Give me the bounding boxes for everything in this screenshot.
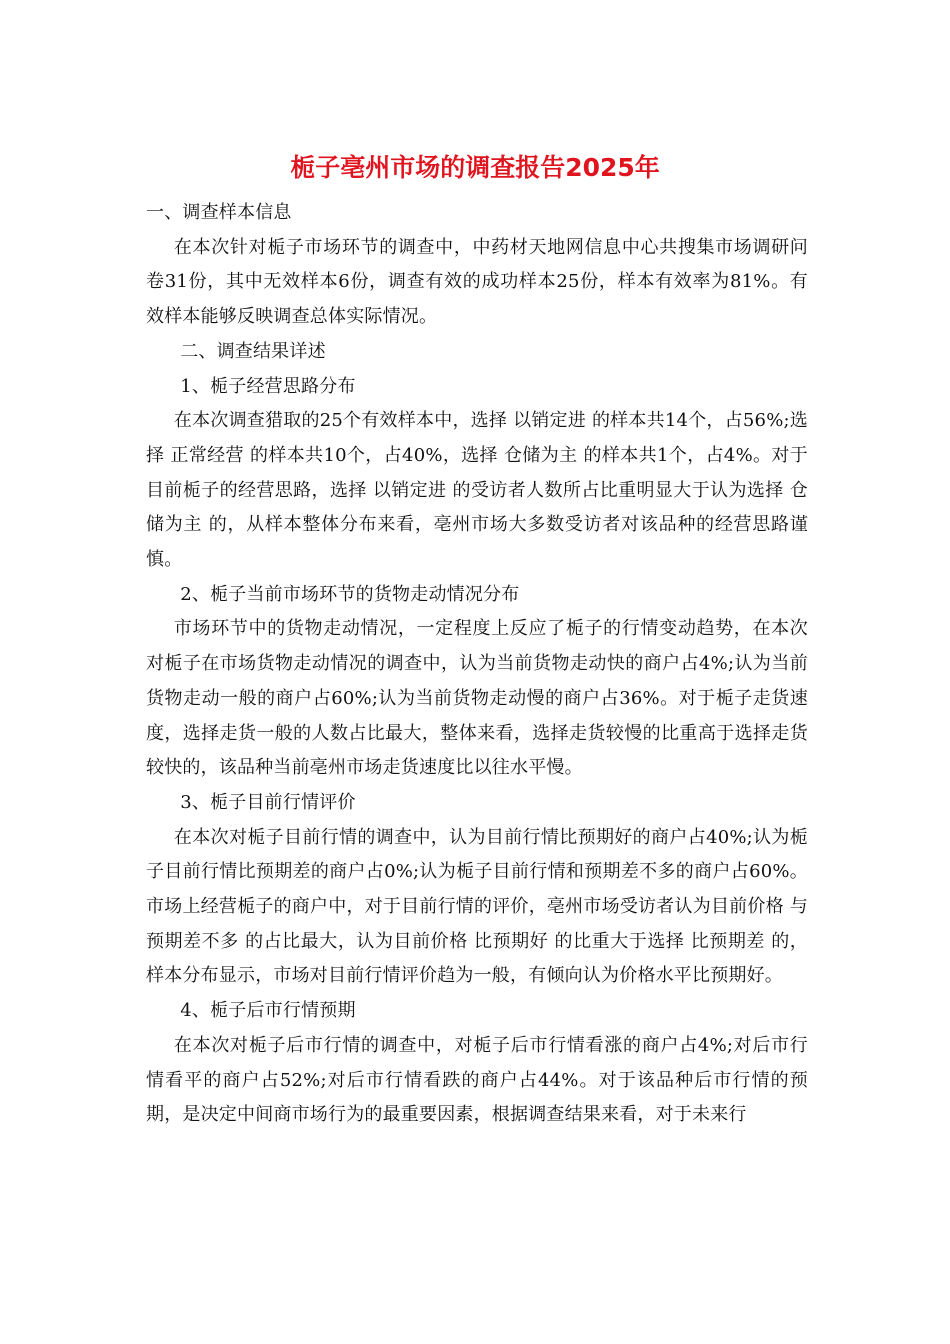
subsection-heading-business-strategy: 1、栀子经营思路分布 [180, 375, 356, 397]
section-heading-sample-info: 一、调查样本信息 [146, 202, 292, 223]
document-body [146, 196, 808, 1133]
document-title: 栀子亳州市场的调查报告2025年 [290, 153, 660, 182]
paragraph-business-strategy: 在本次调查猎取的25个有效样本中，选择 以销定进 的样本共14个，占56%;选择 正常经营 的样本共10个，占40%，选择 仓储为主 的样本共1个，占4%。对于目前栀子的经营思路，选择 以销定进 的受访者人数所占比重明显大于认为选择 仓储为主 的，从样本整体分布来看，亳州市场大多数受访者对该品种的经营思路谨慎。 [146, 410, 808, 571]
paragraph-sample-info: 在本次针对栀子市场环节的调查中，中药材天地网信息中心共搜集市场调研问卷31份，其中无效样本6份，调查有效的成功样本25份，样本有效率为81%。有效样本能够反映调查总体实际情况。 [146, 236, 808, 328]
subsection-heading-current-market: 3、栀子目前行情评价 [180, 791, 356, 813]
paragraph-goods-movement: 市场环节中的货物走动情况，一定程度上反应了栀子的行情变动趋势，在本次对栀子在市场货物走动情况的调查中，认为当前货物走动快的商户占4%;认为当前货物走动一般的商户占60%;认为当前货物走动慢的商户占36%。对于栀子走货速度，选择走货一般的人数占比最大，整体来看，选择走货较慢的比重高于选择走货较快的，该品种当前亳州市场走货速度比以往水平慢。 [146, 618, 808, 779]
subsection-heading-goods-movement: 2、栀子当前市场环节的货物走动情况分布 [180, 583, 520, 605]
paragraph-market-outlook: 在本次对栀子后市行情的调查中，对栀子后市行情看涨的商户占4%;对后市行情看平的商户占52%;对后市行情看跌的商户占44%。对于该品种后市行情的预期，是决定中间商市场行为的最重要因素，根据调查结果来看，对于未来行 [146, 1034, 808, 1126]
section-heading-results: 二、调查结果详述 [180, 340, 326, 362]
subsection-heading-market-outlook: 4、栀子后市行情预期 [180, 1000, 356, 1022]
paragraph-current-market: 在本次对栀子目前行情的调查中，认为目前行情比预期好的商户占40%;认为栀子目前行情比预期差的商户占0%;认为栀子目前行情和预期差不多的商户占60%。市场上经营栀子的商户中，对于目前行情的评价，亳州市场受访者认为目前价格 与预期差不多 的占比最大，认为目前价格 比预期好 的比重大于选择 比预期差 的，样本分布显示，市场对目前行情评价趋为一般，有倾向认为价格水平比预期好。 [146, 826, 808, 987]
